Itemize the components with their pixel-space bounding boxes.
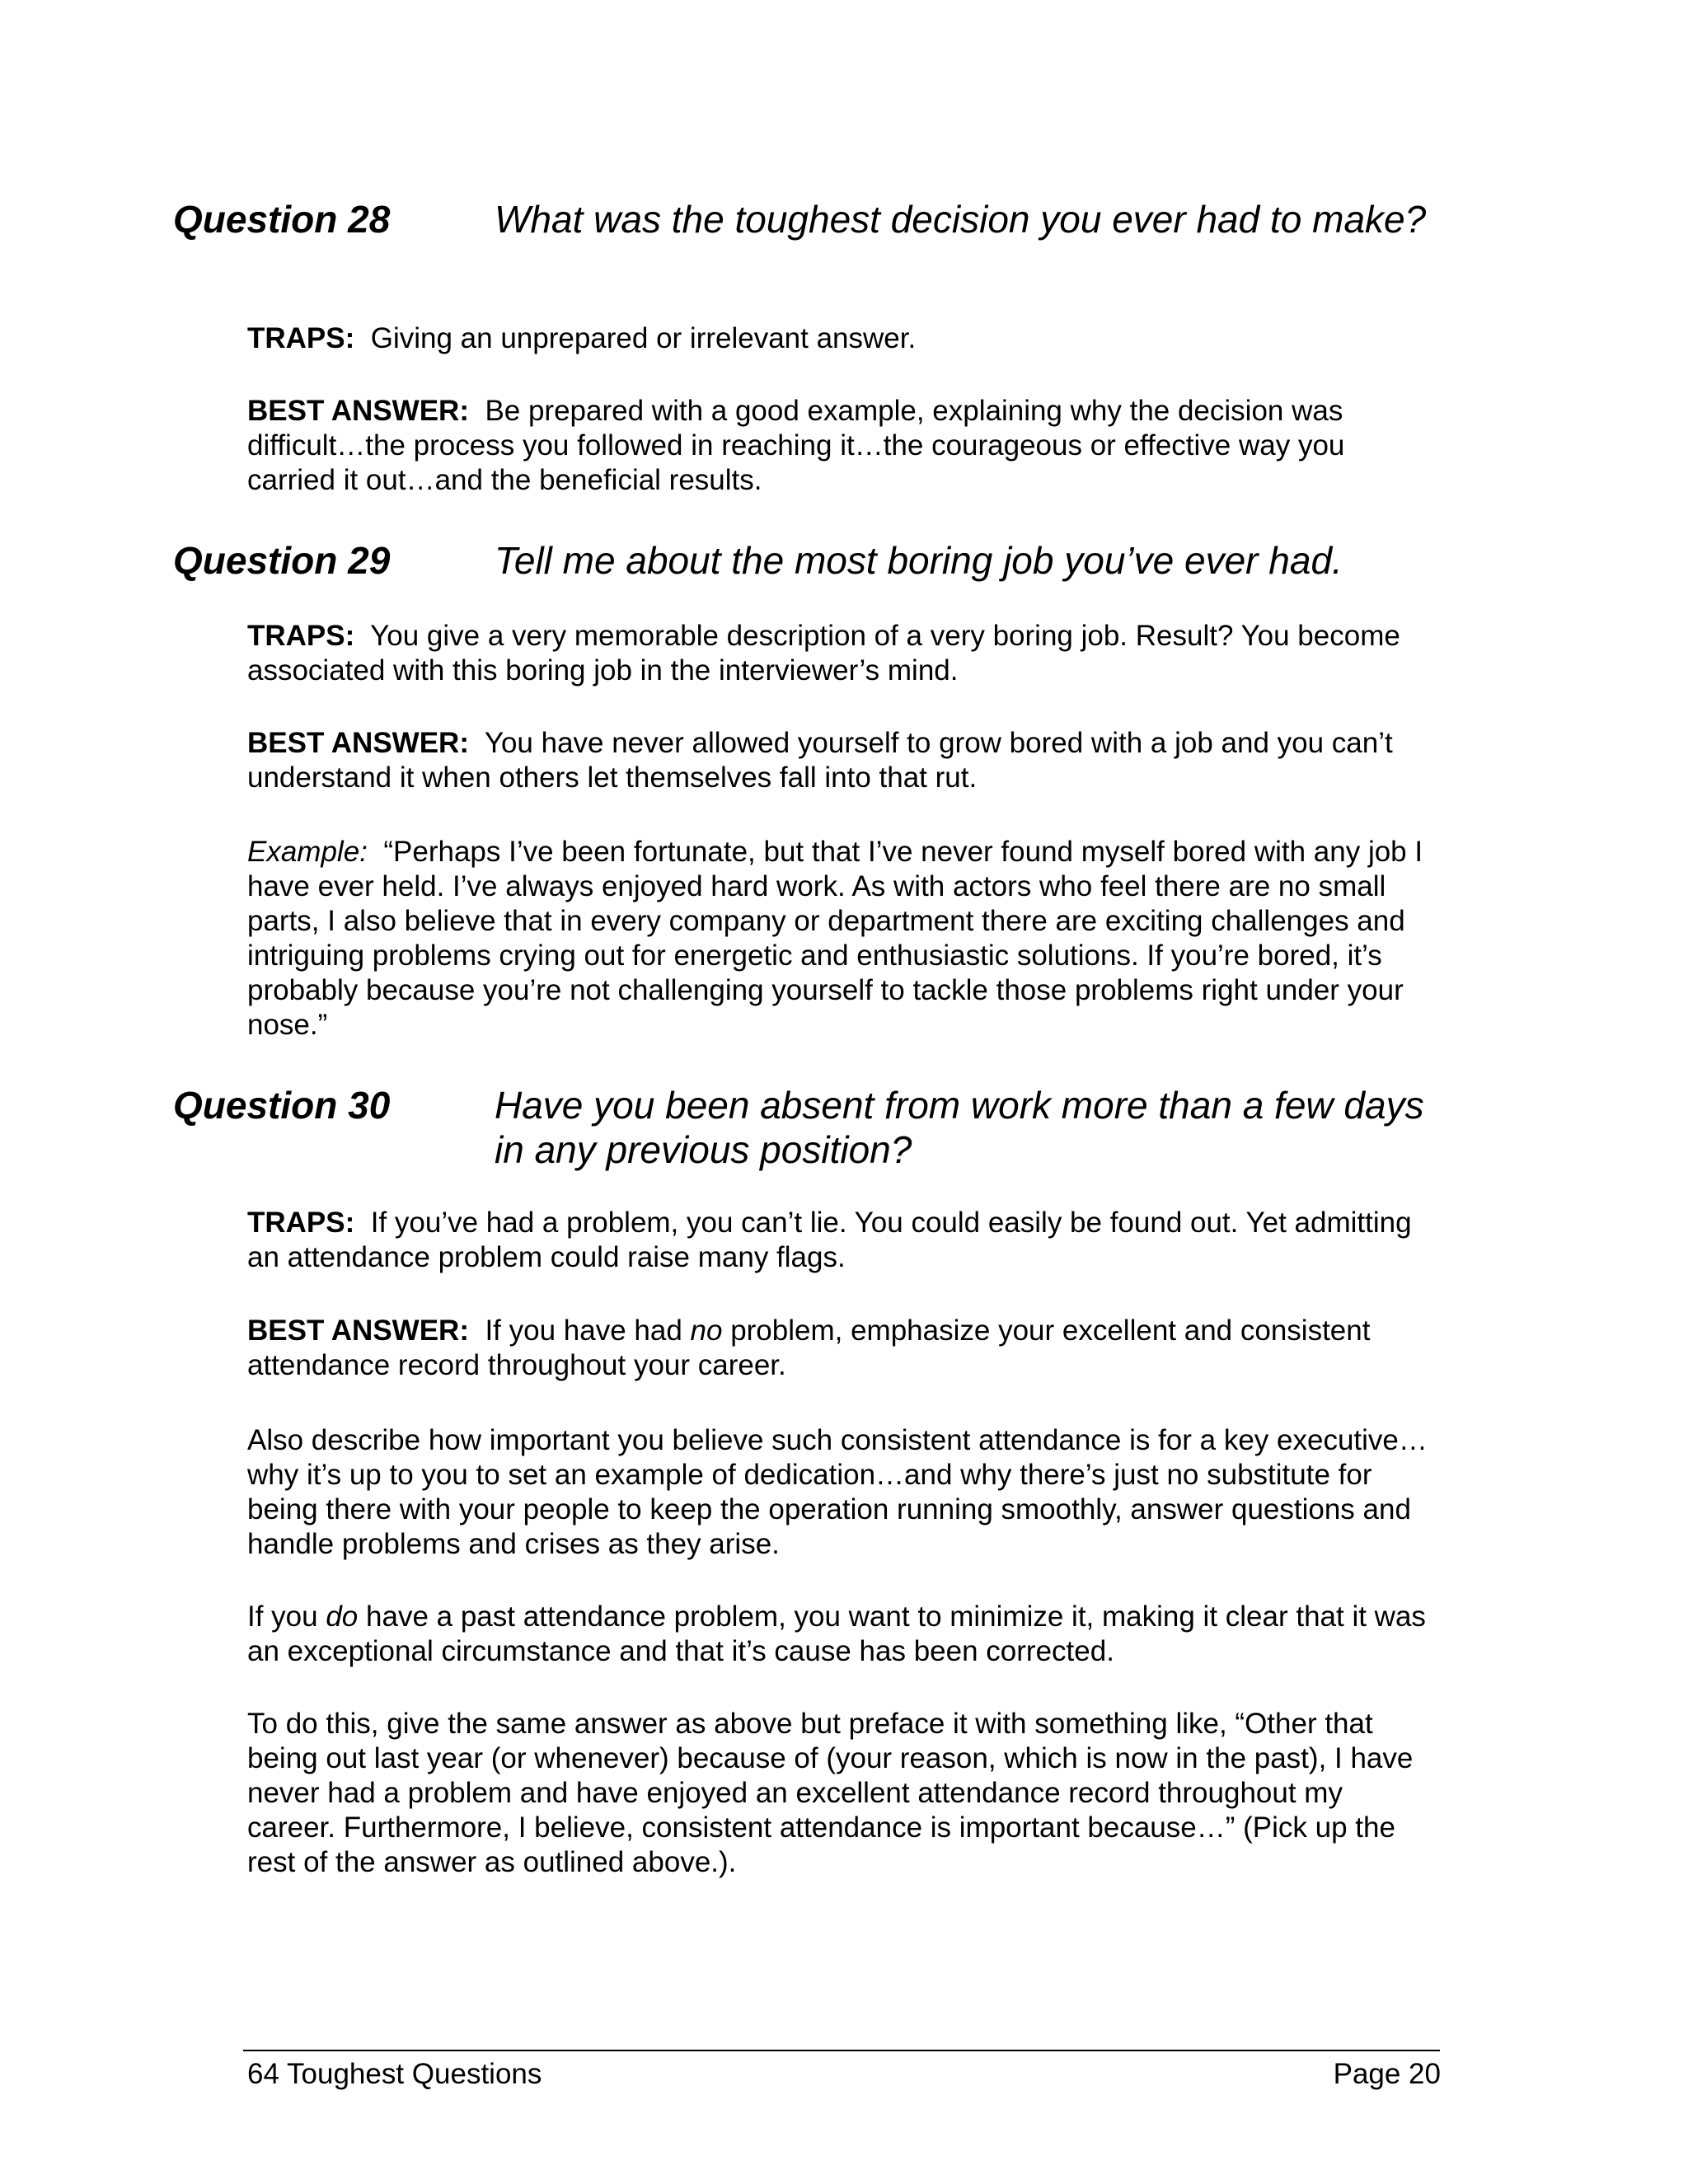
question-29-traps: [247, 619, 1434, 688]
question-30-traps: [247, 1206, 1434, 1275]
example-label: Example:: [247, 836, 368, 868]
question-29-example: [247, 835, 1434, 1043]
question-28-text: What was the toughest decision you ever had to make?: [495, 198, 1427, 241]
question-30-text: Have you been absent from work more than a few days in any previous position?: [495, 1084, 1424, 1171]
question-28-traps: [247, 321, 1434, 356]
example-text: “Perhaps I’ve been fortunate, but that I’ve never found myself bored with any job I have ever held. I’ve always enjoyed hard work. As with actors who feel there are no small parts, I also believe that in every company or department there are exciting challenges and intriguing problems crying out for energetic and enthusiastic solutions. If you’re bored, it’s probably because you’re not challenging yourself to tackle those problems right under your nose.”: [247, 836, 1423, 1041]
best-answer-pre: If you have had: [485, 1315, 682, 1347]
question-30-best-answer: [247, 1314, 1434, 1383]
footer-rule: [243, 2050, 1440, 2051]
question-28-heading: [173, 197, 1459, 241]
best-answer-label: BEST ANSWER:: [247, 727, 469, 759]
question-30-heading: [173, 1083, 1459, 1172]
best-answer-label: BEST ANSWER:: [247, 1315, 469, 1347]
traps-text: Giving an unprepared or irrelevant answer.: [370, 322, 917, 354]
question-30-label: Question 30: [173, 1084, 391, 1127]
if-emphasis: do: [326, 1601, 359, 1633]
best-answer-label: BEST ANSWER:: [247, 395, 469, 427]
if-post: have a past attendance problem, you want to minimize it, making it clear that it was an exceptional circumstance and that it’s cause has been corrected.: [247, 1601, 1426, 1667]
question-28-best-answer: [247, 394, 1434, 498]
best-answer-text: You have never allowed yourself to grow bored with a job and you can’t understand it when others let themselves fall into that rut.: [247, 727, 1393, 794]
best-answer-text: Be prepared with a good example, explaining why the decision was difficult…the process you followed in reaching it…the courageous or effective way you carried it out…and the beneficial results.: [247, 395, 1345, 496]
question-28-label: Question 28: [173, 198, 391, 241]
traps-text: If you’ve had a problem, you can’t lie. You could easily be found out. Yet admitting an attendance problem could raise many flags.: [247, 1207, 1412, 1273]
question-29-heading: [173, 538, 1459, 583]
question-30-also-paragraph: Also describe how important you believe such consistent attendance is for a key executive…why it’s up to you to set an example of dedication…and why there’s just no substitute for being there with your people to keep the operation running smoothly, answer questions and handle problems and crises as they arise.: [247, 1424, 1428, 1560]
question-29-best-answer: [247, 726, 1434, 795]
best-answer-post: problem, emphasize your excellent and consistent attendance record throughout your career.: [247, 1315, 1371, 1381]
if-pre: If you: [247, 1601, 318, 1633]
question-30-if-paragraph: [247, 1600, 1434, 1669]
traps-label: TRAPS:: [247, 322, 355, 354]
traps-text: You give a very memorable description of a very boring job. Result? You become associated with this boring job in the interviewer’s mind.: [247, 620, 1400, 687]
question-30-todo-paragraph: To do this, give the same answer as above but preface it with something like, “Other that being out last year (or whenever) because of (your reason, which is now in the past), I have never had a problem and have enjoyed an excellent attendance record throughout my career. Furthermore, I believe, consistent attendance is important because…” (Pick up the rest of the answer as outlined above.).: [247, 1708, 1414, 1878]
footer-title: 64 Toughest Questions: [247, 2058, 542, 2090]
traps-label: TRAPS:: [247, 1207, 355, 1239]
footer-page-number: Page 20: [1333, 2058, 1441, 2090]
traps-label: TRAPS:: [247, 620, 355, 652]
question-29-text: Tell me about the most boring job you’ve ever had.: [495, 539, 1343, 582]
best-answer-emphasis: no: [690, 1315, 723, 1347]
question-29-label: Question 29: [173, 539, 391, 582]
